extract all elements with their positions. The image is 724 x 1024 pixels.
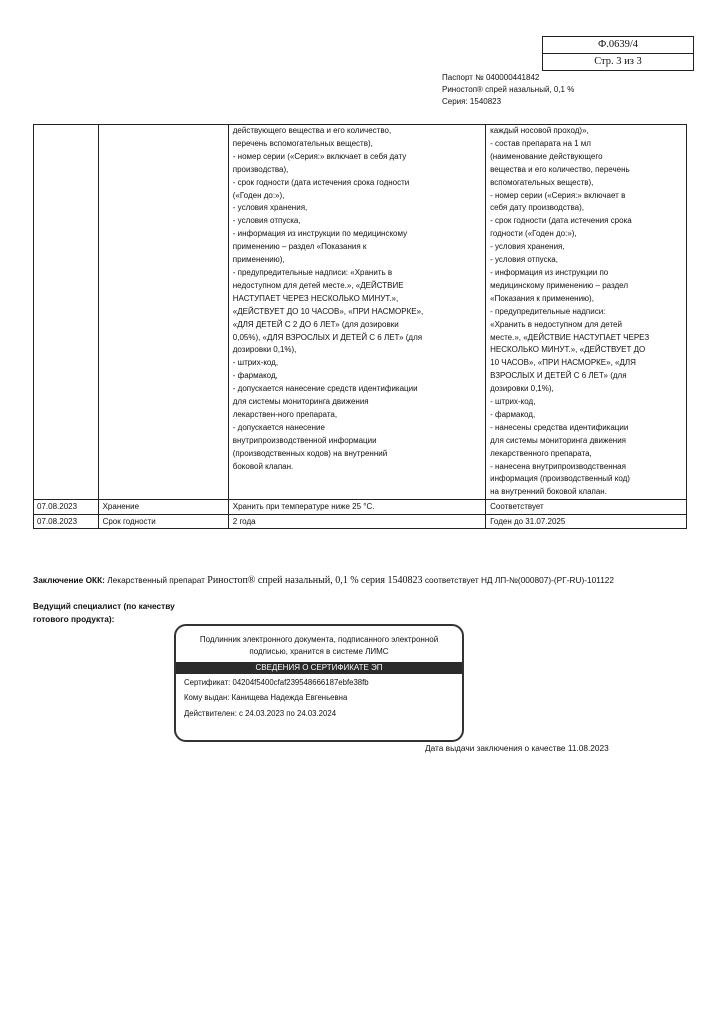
cell-requirement [228, 125, 485, 500]
text-line: - условия хранения, [232, 203, 308, 213]
certificate-validity: Действителен: с 24.03.2023 по 24.03.2024 [184, 709, 337, 718]
cell-parameter: Хранение [98, 500, 228, 515]
text-line: 10 ЧАСОВ», «ПРИ НАСМОРКЕ», «ДЛЯ [490, 358, 636, 368]
electronic-signature-stamp [174, 624, 464, 742]
text-line: НАСТУПАЕТ ЧЕРЕЗ НЕСКОЛЬКО МИНУТ.», [232, 293, 399, 303]
text-line: («Годен до:»), [232, 190, 285, 200]
text-line: (производственных кодов) на внутренний [232, 448, 388, 458]
text-line: - условия хранения, [490, 242, 565, 252]
certificate-owner: Кому выдан: Канищева Надежда Евгеньевна [184, 693, 348, 702]
cell-requirement: Хранить при температуре ниже 25 °С. [228, 500, 485, 515]
text-line: - условия отпуска, [232, 216, 301, 226]
text-line: - фармакод, [232, 371, 278, 381]
text-line: информация (производственный код) [490, 474, 630, 484]
text-line: - срок годности (дата истечения срока [490, 216, 632, 226]
conclusion-drug: Риностоп® спрей назальный, 0,1 % серия 1540823 [207, 575, 423, 586]
cell-result: Годен до 31.07.2025 [486, 514, 687, 529]
table-row-continuation [34, 125, 687, 500]
stamp-header: СВЕДЕНИЯ О СЕРТИФИКАТЕ ЭП [176, 662, 462, 674]
cell-date: 07.08.2023 [34, 514, 99, 529]
text-line: - допускается нанесение средств идентификации [232, 384, 418, 394]
text-line: - срок годности (дата истечения срока годности [232, 177, 410, 187]
text-line: производства), [232, 164, 289, 174]
text-line: дозировки 0,1%), [490, 384, 554, 394]
text-line: - фармакод, [490, 409, 536, 419]
text-line: годности («Годен до:»), [490, 229, 577, 239]
text-line: - состав препарата на 1 мл [490, 138, 591, 148]
certificate-id: Сертификат: 04204f5400cfaf239548666187ebfe38fb [184, 678, 369, 687]
text-line: (наименование действующего [490, 151, 603, 161]
text-line: месте.», «ДЕЙСТВИЕ НАСТУПАЕТ ЧЕРЕЗ [490, 332, 650, 342]
text-line: «Хранить в недоступном для детей [490, 319, 622, 329]
lead-specialist-line1: Ведущий специалист (по качеству [33, 601, 175, 611]
text-line: лекарственного препарата, [490, 448, 592, 458]
text-line: вещества и его количество, перечень [490, 164, 630, 174]
text-line: для системы мониторинга движения [232, 397, 369, 407]
text-line: дозировки 0,1%), [232, 345, 297, 355]
lead-specialist-line2: готового продукта): [33, 613, 115, 624]
cell-result [486, 125, 687, 500]
text-line: - штрих-код, [490, 397, 536, 407]
text-line: - информация из инструкции по [490, 267, 609, 277]
text-line: - номер серии («Серия:» включает в себя дату [232, 151, 407, 161]
text-line: действующего вещества и его количество, [232, 126, 392, 135]
text-line: медицинскому применению – раздел [490, 280, 629, 290]
text-line: - штрих-код, [232, 358, 279, 368]
text-line: каждый носовой проход)», [490, 126, 589, 135]
lead-specialist-label [33, 600, 175, 625]
text-line: внутрипроизводственной информации [232, 435, 377, 445]
text-line: перечень вспомогательных веществ), [232, 138, 373, 148]
text-line: - номер серии («Серия:» включает в [490, 190, 626, 200]
text-line: - информация из инструкции по медицинскому [232, 229, 408, 239]
conclusion-text-before: Лекарственный препарат [104, 575, 208, 585]
results-table [33, 124, 687, 529]
text-line: вспомогательных веществ), [490, 177, 594, 187]
cell-date: 07.08.2023 [34, 500, 99, 515]
text-line: недоступном для детей месте.», «ДЕЙСТВИЕ [232, 280, 404, 290]
text-line: ВЗРОСЛЫХ И ДЕТЕЙ С 6 ЛЕТ» (для [490, 371, 627, 381]
text-line: - предупредительные надписи: [490, 306, 606, 316]
text-line: - условия отпуска, [490, 255, 558, 265]
text-line: «ДЛЯ ДЕТЕЙ С 2 ДО 6 ЛЕТ» (для дозировки [232, 319, 399, 329]
stamp-note: Подлинник электронного документа, подписанного электронной подписью, хранится в системе ЛИМС [199, 635, 439, 656]
text-line: «Показания к применению), [490, 293, 594, 303]
cell-parameter [98, 125, 228, 500]
text-line: - предупредительные надписи: «Хранить в [232, 267, 393, 277]
product-name: Риностоп® спрей назальный, 0,1 % [442, 85, 575, 94]
text-line: - допускается нанесение [232, 422, 325, 432]
passport-header [442, 72, 574, 108]
text-line: «ДЕЙСТВУЕТ ДО 10 ЧАСОВ», «ПРИ НАСМОРКЕ», [232, 306, 424, 316]
form-code-box [542, 36, 694, 71]
text-line: - нанесена внутрипроизводственная [490, 461, 626, 471]
page-number: Стр. 3 из 3 [543, 53, 693, 70]
cell-date [34, 125, 99, 500]
conclusion-label: Заключение ОКК: [33, 575, 105, 585]
table-row [34, 514, 687, 529]
quality-conclusion [33, 573, 663, 588]
text-line: себя дату производства), [490, 203, 584, 213]
text-line: для системы мониторинга движения [490, 435, 626, 445]
text-line: применению – раздел «Показания к [232, 242, 367, 252]
series-number: Серия: 1540823 [442, 97, 502, 106]
text-line: 0,05%), «ДЛЯ ВЗРОСЛЫХ И ДЕТЕЙ С 6 ЛЕТ» (для [232, 332, 423, 342]
cell-requirement: 2 года [228, 514, 485, 529]
text-line: применению), [232, 255, 285, 265]
cell-result: Соответствует [486, 500, 687, 515]
issue-date: Дата выдачи заключения о качестве 11.08.2023 [425, 743, 609, 753]
text-line: - нанесены средства идентификации [490, 422, 629, 432]
form-code: Ф.0639/4 [597, 39, 639, 50]
conclusion-text-after: соответствует НД ЛП-№(000807)-(РГ-RU)-101122 [422, 575, 615, 585]
text-line: боковой клапан. [232, 461, 294, 471]
text-line: НЕСКОЛЬКО МИНУТ.», «ДЕЙСТВУЕТ ДО [490, 345, 646, 355]
table-row [34, 500, 687, 515]
passport-number: Паспорт № 040000441842 [442, 73, 540, 82]
cell-parameter: Срок годности [98, 514, 228, 529]
text-line: лекарствен-ного препарата, [232, 409, 338, 419]
text-line: на внутренний боковой клапан. [490, 487, 607, 497]
